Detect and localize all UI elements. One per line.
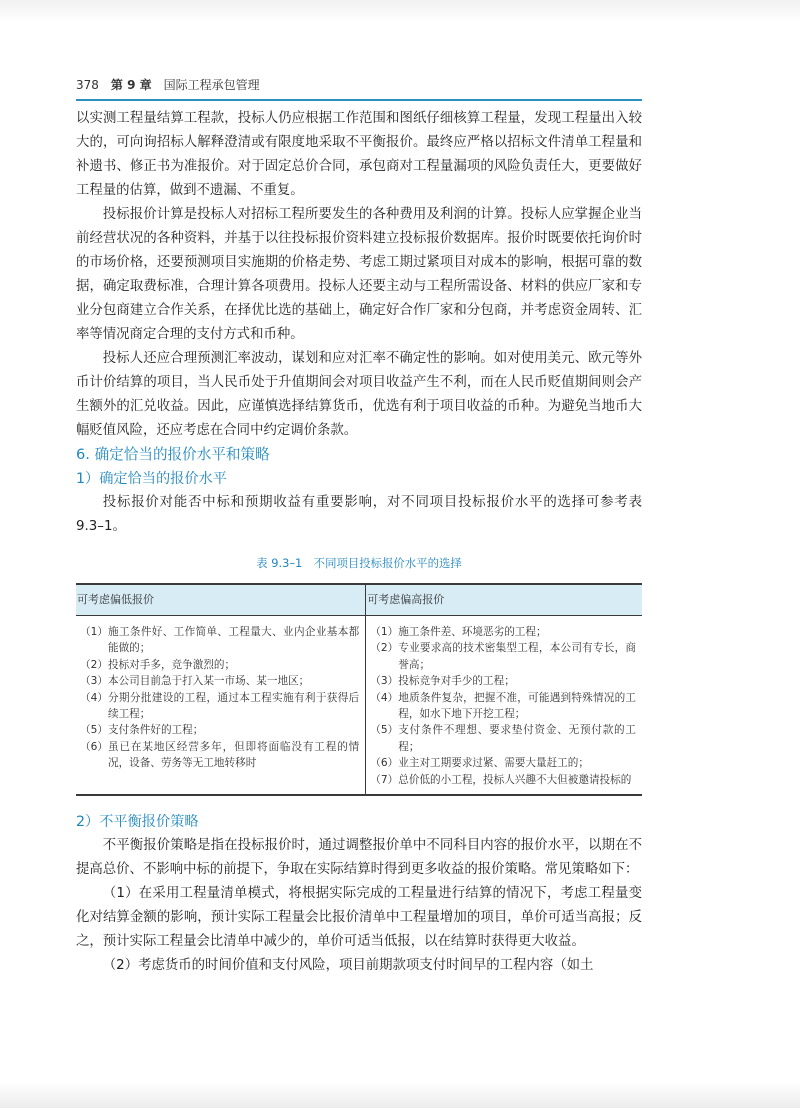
list-item: （4） 分期分批建设的工程，通过本工程实施有利于获得后续工程； (80, 691, 360, 721)
list-item: （6） 业主对工期要求过紧、需要大量赶工的； (370, 757, 589, 770)
table-header-high: 可考虑偏高报价 (366, 584, 642, 616)
list-item: （4） 地质条件复杂，把握不准，可能遇到特殊情况的工程，如水下地下开挖工程； (370, 691, 636, 721)
list-item: （2） 投标对手多，竞争激烈的； (80, 658, 236, 671)
book-page (76, 76, 642, 978)
subsection-heading: 2）不平衡报价策略 (76, 814, 199, 831)
low-bid-column (76, 616, 366, 796)
list-item: （1） 施工条件好、工作简单、工程量大、业内企业基本都能做的； (80, 626, 360, 655)
high-bid-column (366, 616, 642, 796)
list-item: （1） 施工条件差、环境恶劣的工程； (370, 626, 547, 638)
paragraph: （2）考虑货币的时间价值和支付风险，项目前期款项支付时间早的工程内容（如土 (102, 958, 594, 974)
list-item: （3） 投标竞争对手少的工程； (370, 675, 515, 688)
chapter-number: 第 9 章 (110, 78, 152, 92)
list-item: （5） 支付条件不理想、要求垫付资金、无预付款的工程； (370, 724, 636, 753)
chapter-title: 国际工程承包管理 (163, 78, 260, 92)
section-heading: 6. 确定恰当的报价水平和策略 (76, 446, 270, 463)
comparison-table (76, 583, 642, 796)
paragraph: 以实测工程量结算工程款，投标人仍应根据工作范围和图纸仔细核算工程量，发现工程量出入较大的，可向询招标人解释澄清或有限度地采取不平衡报价。最终应严格以招标文件清单工程量和补遗书、修正书为准报价。对于固定总价合同，承包商对工程量漏项的风险负责任大，更要做好工程量的估算，做到不遗漏、不重复。 (76, 111, 642, 198)
after-table-section (76, 810, 642, 978)
paragraph: 不平衡报价策略是指在投标报价时，通过调整报价单中不同科目内容的报价水平，以期在不提高总价、不影响中标的前提下，争取在实际结算时得到更多收益的报价策略。常见策略如下： (76, 838, 642, 878)
paragraph: 投标报价对能否中标和预期收益有重要影响，对不同项目投标报价水平的选择可参考表 9.3–1。 (76, 495, 642, 534)
page-number: 378 (76, 78, 99, 92)
list-item: （7） 总价低的小工程，投标人兴趣不大但被邀请投标的 (370, 773, 632, 786)
list-item: （2） 专业要求高的技术密集型工程，本公司有专长，商誉高； (370, 642, 636, 671)
list-item: （6） 虽已在某地区经营多年，但即将面临没有工程的情况，设备、劳务等无工地转移时 (80, 740, 360, 770)
page-top-shade (0, 0, 800, 22)
subsection-heading: 1）确定恰当的报价水平 (76, 471, 227, 487)
table-header-low: 可考虑偏低报价 (76, 584, 366, 616)
paragraph: 投标报价计算是投标人对招标工程所要发生的各种费用及利润的计算。投标人应掌握企业当前经营状况的各种资料，并基于以往投标报价资料建立投标报价数据库。报价时既要依托询价时的市场价格，还要预测项目实施期的价格走势、考虑工期过紧项目对成本的影响，根据可靠的数据，确定取费标准，合理计算各项费用。投标人还要主动与工程所需设备、材料的供应厂家和专业分包商建立合作关系，在择优比选的基础上，确定好合作厂家和分包商，并考虑资金周转、汇率等情况商定合理的支付方式和币种。 (76, 207, 642, 342)
running-header (76, 76, 642, 101)
list-item: （3） 本公司目前急于打入某一市场、某一地区； (80, 675, 310, 688)
list-item: （5） 支付条件好的工程； (80, 724, 204, 737)
paragraph: 投标人还应合理预测汇率波动，谋划和应对汇率不确定性的影响。如对使用美元、欧元等外币计价结算的项目，当人民币处于升值期间会对项目收益产生不利，而在人民币贬值期间则会产生额外的汇兑收益。因此，应谨慎选择结算货币，优选有利于项目收益的币种。为避免当地币大幅贬值风险，还应考虑在合同中约定调价条款。 (76, 351, 642, 438)
paragraph: （1）在采用工程量清单模式，将根据实际完成的工程量进行结算的情况下，考虑工程量变化对结算金额的影响，预计实际工程量会比报价清单中工程量增加的项目，单价可适当高报；反之，预计实际工程量会比清单中减少的，单价可适当低报，以在结算时获得更大收益。 (76, 886, 642, 950)
page-bottom-shade (0, 1082, 800, 1108)
body-text (76, 107, 642, 978)
table-caption: 表 9.3–1 不同项目投标报价水平的选择 (256, 556, 462, 570)
